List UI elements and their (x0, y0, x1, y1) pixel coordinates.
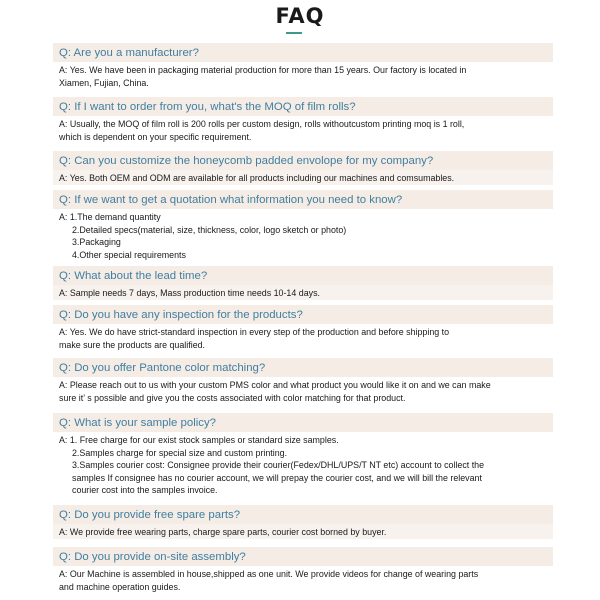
answer-line: samples If consignee has no courier account, we will prepay the courier cost, and we will bill the relevant (72, 472, 482, 483)
answer-line: 2.Detailed specs(material, size, thickness, color, logo sketch or photo) (72, 224, 347, 235)
answer-line: Xiamen, Fujian, China. (59, 77, 149, 88)
page-title: FAQ (275, 4, 325, 28)
faq-answer (53, 377, 553, 404)
faq-item (53, 305, 553, 351)
faq-item (53, 505, 553, 539)
faq-answer (53, 566, 553, 593)
faq-item (53, 151, 553, 185)
faq-item (53, 413, 553, 497)
faq-question: Q: Do you provide on-site assembly? (53, 547, 553, 566)
faq-question: Q: Do you provide free spare parts? (53, 505, 553, 524)
answer-line: A: Please reach out to us with your custom PMS color and what product you would like it on and we can make (59, 380, 491, 390)
answer-line: A: 1.The demand quantity (59, 212, 161, 222)
faq-item (53, 190, 553, 261)
answer-line: A: Sample needs 7 days, Mass production time needs 10-14 days. (59, 288, 320, 298)
faq-question: Q: If we want to get a quotation what information you need to know? (53, 190, 553, 209)
answer-line: which is dependent on your specific requirement. (59, 131, 252, 142)
answer-line: 4.Other special requirements (72, 249, 186, 260)
faq-answer (53, 432, 553, 497)
faq-question: Q: Are you a manufacturer? (53, 43, 553, 62)
faq-answer (53, 116, 553, 143)
faq-item (53, 547, 553, 593)
answer-line: A: Yes. We do have strict-standard inspection in every step of the production and before shipping to (59, 327, 450, 337)
faq-question: Q: What about the lead time? (53, 266, 553, 285)
answer-line: sure it’ s possible and give you the costs associated with color matching for that product. (59, 392, 406, 403)
answer-line: A: Our Machine is assembled in house,shipped as one unit. We provide videos for change of wearing parts (59, 569, 479, 579)
faq-answer (53, 324, 553, 351)
faq-item (53, 43, 553, 89)
faq-question: Q: Can you customize the honeycomb padded envolope for my company? (53, 151, 553, 170)
answer-line: make sure the products are qualified. (59, 339, 206, 350)
title-underline (286, 32, 302, 34)
answer-line: 3.Packaging (72, 237, 121, 248)
faq-item (53, 358, 553, 404)
faq-answer (53, 209, 553, 261)
answer-line: A: We provide free wearing parts, charge spare parts, courier cost borned by buyer. (59, 527, 387, 537)
answer-line: A: Yes. We have been in packaging material production for more than 15 years. Our factory is located in (59, 65, 467, 75)
answer-line: courier cost into the samples invoice. (72, 485, 218, 496)
faq-question: Q: What is your sample policy? (53, 413, 553, 432)
faq-question: Q: Do you have any inspection for the products? (53, 305, 553, 324)
answer-line: A: Yes. Both OEM and ODM are available for all products including our machines and comsumables. (59, 173, 455, 183)
answer-line: 3.Samples courier cost: Consignee provide their courier(Fedex/DHL/UPS/T NT etc) account to collect the (72, 460, 485, 471)
answer-line: 2.Samples charge for special size and custom printing. (72, 447, 288, 458)
faq-question: Q: If I want to order from you, what's the MOQ of film rolls? (53, 97, 553, 116)
faq-answer (53, 285, 553, 300)
faq-item (53, 97, 553, 143)
answer-line: A: 1. Free charge for our exist stock samples or standard size samples. (59, 435, 339, 445)
faq-answer (53, 62, 553, 89)
answer-line: and machine operation guides. (59, 581, 181, 592)
faq-answer (53, 170, 553, 185)
answer-line: A: Usually, the MOQ of film roll is 200 rolls per custom design, rolls withoutcustom printing moq is 1 roll, (59, 119, 465, 129)
faq-question: Q: Do you offer Pantone color matching? (53, 358, 553, 377)
faq-item (53, 266, 553, 300)
faq-answer (53, 524, 553, 539)
